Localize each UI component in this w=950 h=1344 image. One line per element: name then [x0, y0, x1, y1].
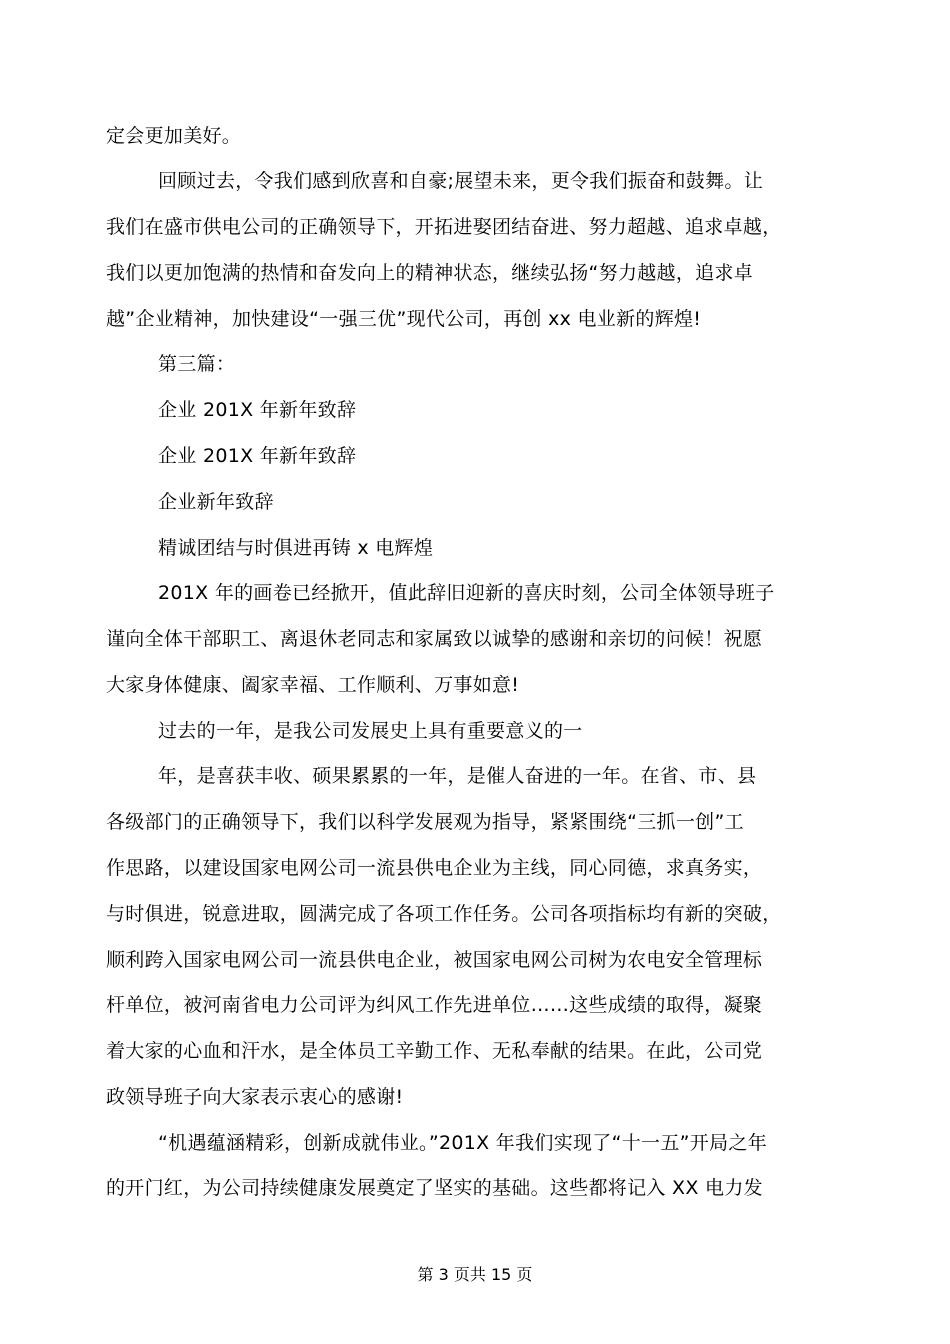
text-line: 定会更加美好。 [106, 125, 242, 147]
text-line: 谨向全体干部职工、离退休老同志和家属致以诚挚的感谢和亲切的问候！祝愿 [106, 628, 763, 650]
text-line: 的开门红，为公司持续健康发展奠定了坚实的基础。这些都将记入 XX 电力发 [106, 1177, 763, 1199]
section-heading: 第三篇： [158, 353, 236, 375]
text-line: 201X 年的画卷已经掀开，值此辞旧迎新的喜庆时刻，公司全体领导班子 [158, 582, 775, 604]
text-line: 与时俱进，锐意进取，圆满完成了各项工作任务。公司各项指标均有新的突破， [106, 903, 782, 925]
text-line: 企业 201X 年新年致辞 [158, 399, 357, 421]
text-line: 杆单位，被河南省电力公司评为纠风工作先进单位……这些成绩的取得，凝聚 [106, 994, 763, 1016]
text-line: 企业 201X 年新年致辞 [158, 445, 357, 467]
text-line: 政领导班子向大家表示衷心的感谢! [106, 1086, 404, 1108]
text-line: 我们在盛市供电公司的正确领导下，开拓进娶团结奋进、努力超越、追求卓越， [106, 216, 782, 238]
text-line: 着大家的心血和汗水，是全体员工辛勤工作、无私奉献的结果。在此，公司党 [106, 1040, 763, 1062]
text-line: 我们以更加饱满的热情和奋发向上的精神状态，继续弘扬“努力越越，追求卓 [106, 262, 754, 284]
text-line: 企业新年致辞 [158, 491, 274, 513]
page-number-footer: 第 3 页共 15 页 [417, 1265, 533, 1284]
text-line: 年，是喜获丰收、硕果累累的一年，是催人奋进的一年。在省、市、县 [158, 765, 757, 787]
text-line: 大家身体健康、阖家幸福、工作顺利、万事如意! [106, 674, 520, 696]
text-line: 越”企业精神，加快建设“一强三优”现代公司，再创 xx 电业新的辉煌! [106, 308, 702, 330]
text-line: “机遇蕴涵精彩，创新成就伟业。”201X 年我们实现了“十一五”开局之年 [158, 1132, 767, 1154]
text-line: 作思路，以建设国家电网公司一流县供电企业为主线，同心同德，求真务实， [106, 857, 763, 879]
text-line: 精诚团结与时俱进再铸 x 电辉煌 [158, 537, 434, 559]
text-line: 回顾过去，令我们感到欣喜和自豪;展望未来，更令我们振奋和鼓舞。让 [158, 170, 764, 192]
text-line: 各级部门的正确领导下，我们以科学发展观为指导，紧紧围绕“三抓一创”工 [106, 811, 744, 833]
text-line: 过去的一年，是我公司发展史上具有重要意义的一 [158, 720, 583, 742]
text-line: 顺利跨入国家电网公司一流县供电企业，被国家电网公司树为农电安全管理标 [106, 949, 763, 971]
